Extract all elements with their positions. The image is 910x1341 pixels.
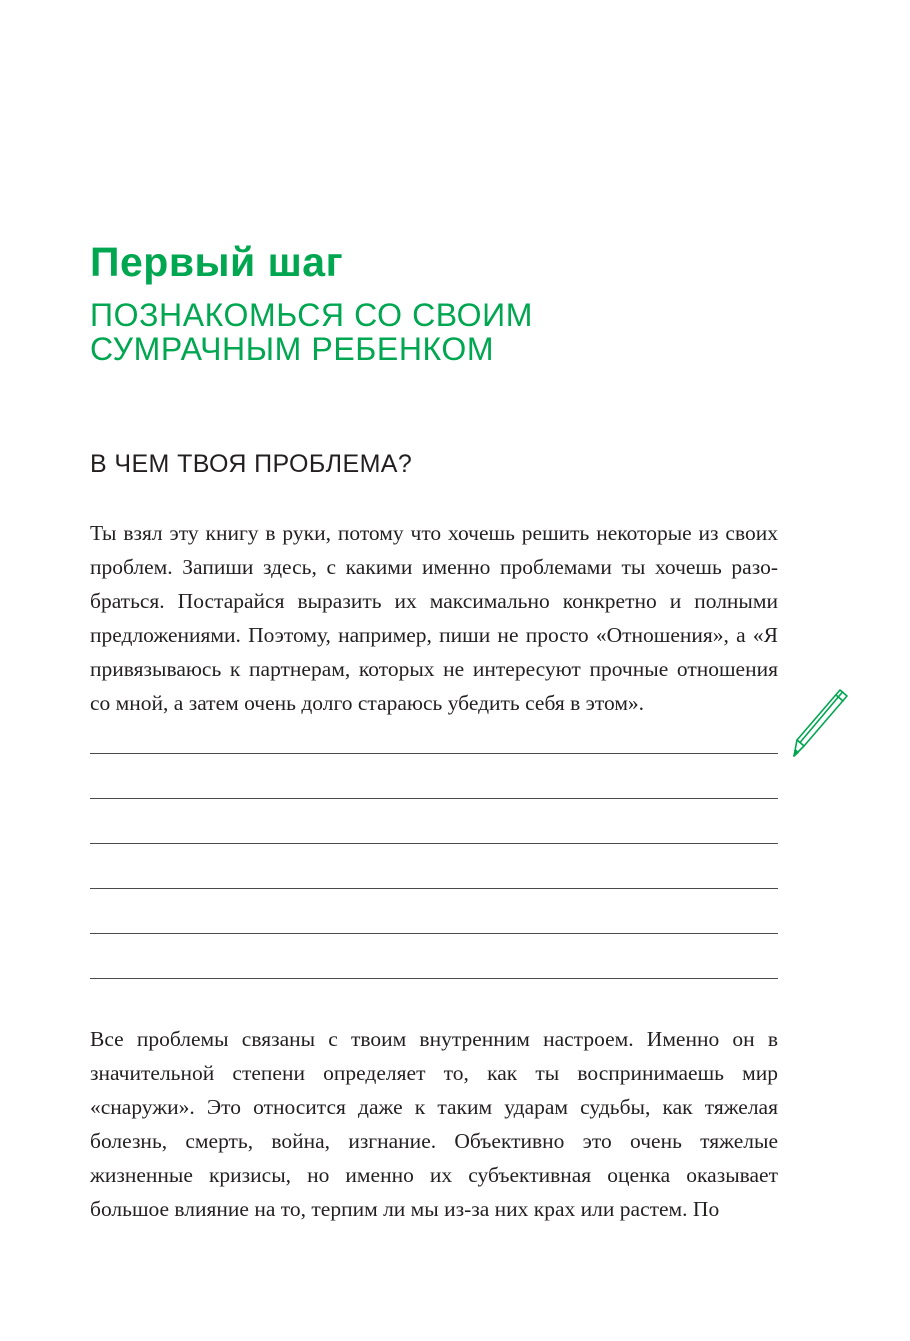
- writing-line[interactable]: [90, 753, 778, 754]
- writing-line[interactable]: [90, 888, 778, 889]
- writing-line[interactable]: [90, 843, 778, 844]
- body-paragraph: Все проблемы связаны с твоим внутренним настроем. Именно он в значительной степени определяет то, как ты воспринимаешь мир «снаружи». Это относится даже к таким ударам судьбы, как тяжелая болезнь, смерть, война, изгнание. Объективно это очень тяжелые жизненные кризисы, но именно их субъективная оценка оказывает большое влияние на то, терпим ли мы из-за них крах или растем. По: [90, 1027, 778, 1221]
- writing-line[interactable]: [90, 798, 778, 799]
- writing-lines: [90, 753, 778, 1023]
- chapter-subtitle-line-1: ПОЗНАКОМЬСЯ СО СВОИМ: [90, 297, 534, 333]
- intro-paragraph: Ты взял эту книгу в руки, потому что хочешь решить некоторые из своих проблем. Запиши здесь, с какими именно проблемами ты хочешь разобраться. Постарайся выразить их максимально конкретно и полными предложениями. Поэтому, например, пиши не просто «Отношения», а «Я привязываюсь к партнерам, которых не интересуют прочные отношения со мной, а затем очень долго стараюсь убедить себя в этом».: [90, 521, 778, 715]
- pencil-icon: [790, 686, 850, 758]
- chapter-subtitle-line-2: СУМРАЧНЫМ РЕБЕНКОМ: [90, 331, 495, 367]
- writing-line[interactable]: [90, 933, 778, 934]
- chapter-subtitle: [90, 298, 533, 366]
- section-heading: В ЧЕМ ТВОЯ ПРОБЛЕМА?: [90, 450, 413, 478]
- chapter-title: Первый шаг: [90, 239, 344, 285]
- writing-line[interactable]: [90, 978, 778, 979]
